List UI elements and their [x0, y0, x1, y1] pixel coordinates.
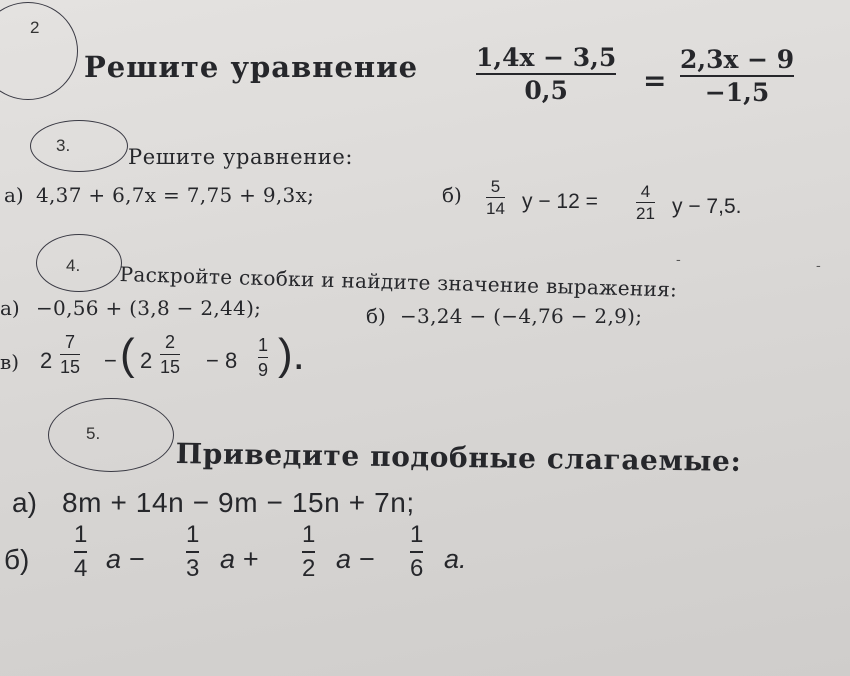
- fraction-denominator: 15: [60, 357, 81, 377]
- fraction-bar: [476, 73, 616, 75]
- task-3-b-label: б): [442, 183, 462, 207]
- task-3-b-fraction-1: [486, 178, 505, 217]
- task-2-heading: Решите уравнение: [84, 50, 419, 84]
- task-3-b-end: y − 7,5.: [672, 195, 742, 218]
- task-2-number: 2: [30, 18, 40, 37]
- task-5-b-fraction-3: [302, 523, 315, 581]
- fraction-denominator: 14: [486, 199, 505, 218]
- task-4-b-expression: −3,24 − (−4,76 − 2,9);: [400, 304, 643, 328]
- task-4-c-right-paren: ).: [278, 330, 305, 379]
- stray-mark-1: -: [676, 252, 681, 268]
- task-5-b-term-2: a +: [220, 544, 259, 574]
- fraction-bar: [160, 354, 180, 355]
- task-5-b-fraction-1: [74, 523, 87, 581]
- fraction-bar: [410, 551, 423, 553]
- fraction-numerator: 1: [74, 521, 88, 548]
- task-5-heading: Приведите подобные слагаемые:: [175, 437, 742, 478]
- fraction-denominator: 21: [636, 204, 655, 223]
- task-4-c-whole-2: 2: [140, 348, 153, 373]
- task-4-c-fraction-1: [60, 333, 80, 376]
- task-4-c-fraction-3: [258, 336, 268, 379]
- fraction-numerator: 4: [640, 182, 651, 201]
- fraction-denominator: 15: [160, 357, 181, 377]
- task-3-b-middle: y − 12 =: [522, 190, 598, 213]
- task-3-a-expression: 4,37 + 6,7x = 7,75 + 9,3x;: [36, 183, 315, 207]
- task-4-c-label: в): [0, 350, 20, 374]
- task-3-b-fraction-2: [636, 183, 655, 222]
- fraction-denominator: 2: [302, 555, 316, 582]
- fraction-bar: [186, 551, 199, 553]
- task-5-a-expression: 8m + 14n − 9m − 15n + 7n;: [62, 487, 415, 518]
- task-3-number: 3.: [56, 136, 71, 155]
- task-4-c-left-paren: (: [120, 330, 135, 379]
- task-5-b-term-3: a −: [336, 544, 375, 574]
- task-2-fraction-right: [680, 47, 794, 105]
- task-5-b-label: б): [4, 544, 30, 575]
- task-5-b-term-4: a.: [444, 544, 467, 574]
- fraction-denominator: 4: [74, 555, 88, 582]
- fraction-numerator: 2: [165, 332, 176, 352]
- fraction-bar: [74, 551, 87, 553]
- task-2-equals: =: [643, 64, 667, 97]
- fraction-numerator: 1,4x − 3,5: [476, 43, 617, 72]
- task-3-heading: Решите уравнение:: [128, 145, 354, 169]
- fraction-denominator: 6: [410, 555, 424, 582]
- task-4-c-fraction-2: [160, 333, 180, 376]
- task-4-c-minus: −: [104, 348, 117, 373]
- handwritten-circle-3: [30, 120, 128, 172]
- fraction-denominator: −1,5: [704, 78, 770, 107]
- task-4-c-whole-1: 2: [40, 348, 53, 373]
- task-4-heading: Раскройте скобки и найдите значение выражения:: [119, 262, 678, 302]
- task-5-a-label: а): [12, 487, 37, 518]
- fraction-denominator: 3: [186, 555, 200, 582]
- task-4-a-expression: −0,56 + (3,8 − 2,44);: [36, 296, 262, 320]
- fraction-bar: [60, 354, 80, 355]
- fraction-bar: [636, 202, 655, 203]
- task-4-a-label: а): [0, 296, 20, 320]
- task-5-b-fraction-2: [186, 523, 199, 581]
- task-4-b-label: б): [366, 304, 386, 328]
- fraction-bar: [302, 551, 315, 553]
- fraction-numerator: 1: [302, 521, 316, 548]
- fraction-bar: [486, 197, 505, 198]
- fraction-denominator: 0,5: [524, 76, 568, 105]
- task-2-fraction-left: [476, 45, 616, 103]
- fraction-numerator: 1: [258, 335, 269, 355]
- task-4-number: 4.: [66, 256, 81, 275]
- fraction-numerator: 7: [65, 332, 76, 352]
- task-4-c-minus-eight: − 8: [206, 348, 238, 373]
- fraction-numerator: 5: [490, 177, 501, 196]
- handwritten-circle-5: [48, 398, 174, 472]
- fraction-numerator: 1: [410, 521, 424, 548]
- fraction-bar: [258, 357, 268, 358]
- fraction-bar: [680, 75, 794, 77]
- fraction-numerator: 1: [186, 521, 200, 548]
- task-5-b-fraction-4: [410, 523, 423, 581]
- task-3-a-label: а): [4, 183, 24, 207]
- task-5-number: 5.: [86, 424, 101, 443]
- fraction-numerator: 2,3x − 9: [680, 45, 795, 74]
- handwritten-circle-2: [0, 2, 78, 100]
- fraction-denominator: 9: [258, 360, 269, 380]
- task-5-b-term-1: a −: [106, 544, 145, 574]
- stray-mark-2: -: [816, 258, 821, 274]
